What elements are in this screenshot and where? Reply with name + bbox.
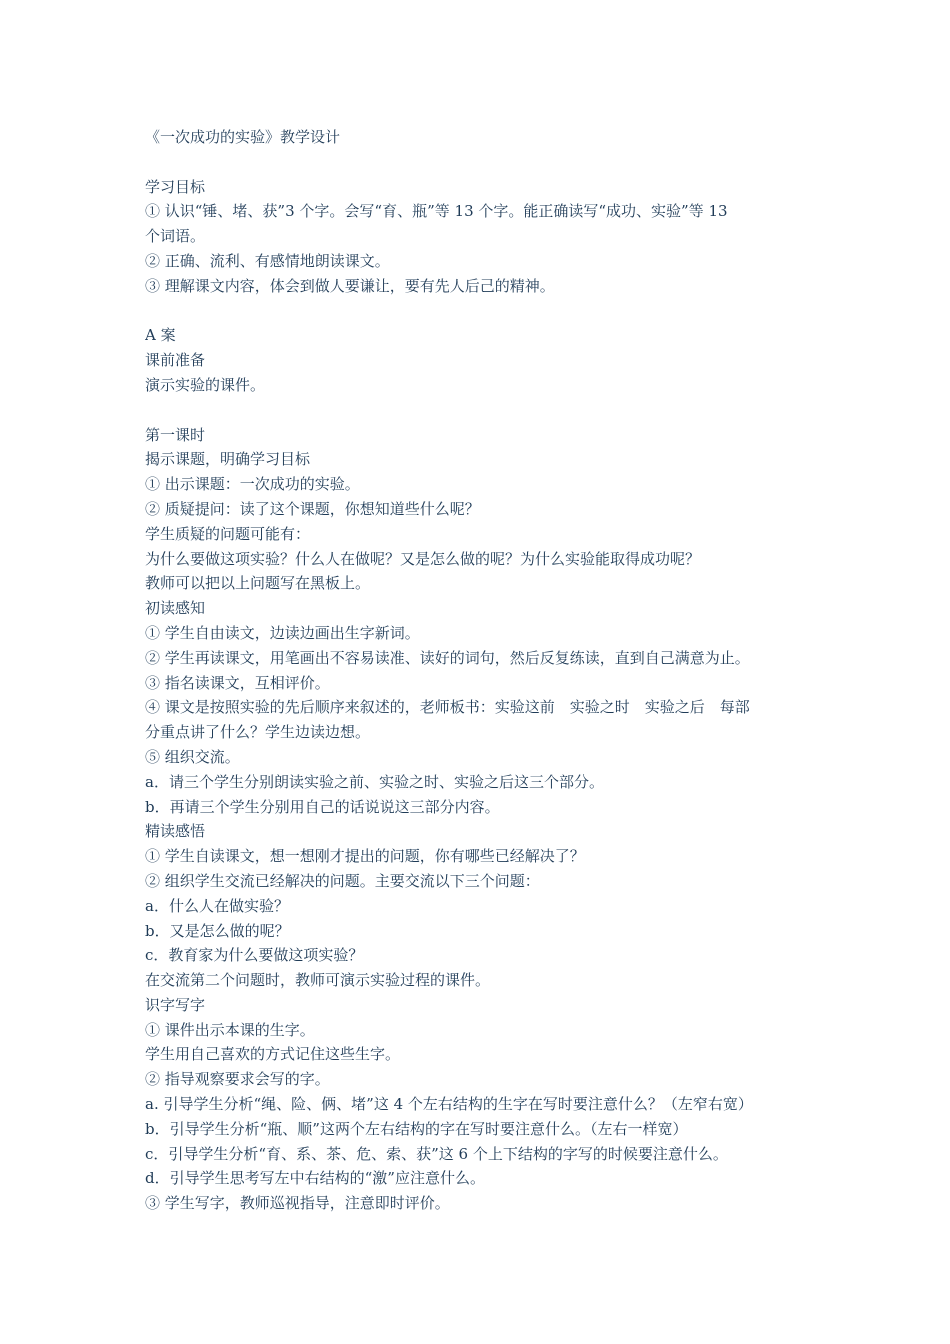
lesson-line: a. 引导学生分析“绳、险、俩、堵”这 4 个左右结构的生字在写时要注意什么？（左窄右宽） [145,1095,753,1114]
lesson-line: ③ 学生写字，教师巡视指导，注意即时评价。 [145,1194,450,1213]
section-heading: 揭示课题，明确学习目标 [145,450,311,469]
lesson-line: ① 课件出示本课的生字。 [145,1020,315,1039]
lesson-line: c．教育家为什么要做这项实验？ [145,946,364,965]
lesson-line: c．引导学生分析“育、系、茶、危、索、获”这 6 个上下结构的字写的时候要注意什么。 [145,1144,728,1163]
document-title: 《一次成功的实验》教学设计 [145,128,341,146]
lesson-line: 为什么要做这项实验？什么人在做呢？又是怎么做的呢？为什么实验能取得成功呢？ [145,549,701,568]
lesson-line: ④ 课文是按照实验的先后顺序来叙述的，老师板书：实验这前 实验之时 实验之后 每部 [145,698,750,717]
lesson-line: b．再请三个学生分别用自己的话说说这三部分内容。 [145,797,500,816]
lesson-line: ① 学生自读课文，想一想刚才提出的问题，你有哪些已经解决了？ [145,847,585,866]
prep-section [145,323,815,397]
lesson-line: d．引导学生思考写左中右结构的“激”应注意什么。 [145,1169,485,1188]
lesson-line: 学生用自己喜欢的方式记住这些生字。 [145,1045,401,1064]
lesson-heading: 第一课时 [145,425,206,444]
objectives-section [145,175,815,299]
section-heading: 识字写字 [145,995,206,1014]
lesson-line: ⑤ 组织交流。 [145,747,240,766]
lesson-line: 学生质疑的问题可能有： [145,524,311,543]
objective-line: ① 认识“锤、堵、获”3 个字。会写“育、瓶”等 13 个字。能正确读写“成功、实验”等 13 [145,202,728,221]
section-heading: 学习目标 [145,177,206,196]
lesson-line: ② 指导观察要求会写的字。 [145,1070,330,1089]
lesson-line: 教师可以把以上问题写在黑板上。 [145,574,371,593]
lesson-line: b．又是怎么做的呢？ [145,921,290,940]
section-heading: 精读感悟 [145,822,206,841]
lesson-section [145,423,815,1217]
lesson-line: 在交流第二个问题时，教师可演示实验过程的课件。 [145,971,491,990]
lesson-line: ② 质疑提问：读了这个课题，你想知道些什么呢？ [145,499,480,518]
lesson-line: ① 学生自由读文，边读边画出生字新词。 [145,623,420,642]
lesson-line: a．请三个学生分别朗读实验之前、实验之时、实验之后这三个部分。 [145,772,604,791]
lesson-line: a．什么人在做实验？ [145,896,289,915]
section-heading: 课前准备 [145,351,206,370]
section-heading: 初读感知 [145,599,206,618]
prep-line: 演示实验的课件。 [145,375,266,394]
lesson-line: b．引导学生分析“瓶、顺”这两个左右结构的字在写时要注意什么。（左右一样宽） [145,1119,688,1138]
lesson-line: ① 出示课题：一次成功的实验。 [145,475,360,494]
plan-label: A 案 [145,326,176,345]
objective-line: ③ 理解课文内容，体会到做人要谦让，要有先人后己的精神。 [145,276,555,295]
document-page [145,125,815,1241]
lesson-line: 分重点讲了什么？学生边读边想。 [145,723,371,742]
lesson-line: ② 组织学生交流已经解决的问题。主要交流以下三个问题： [145,871,540,890]
lesson-line: ② 学生再读课文，用笔画出不容易读准、读好的词句，然后反复练读，直到自己满意为止。 [145,648,750,667]
objective-line: ② 正确、流利、有感情地朗读课文。 [145,251,390,270]
objective-line: 个词语。 [145,227,206,246]
lesson-line: ③ 指名读课文，互相评价。 [145,673,330,692]
